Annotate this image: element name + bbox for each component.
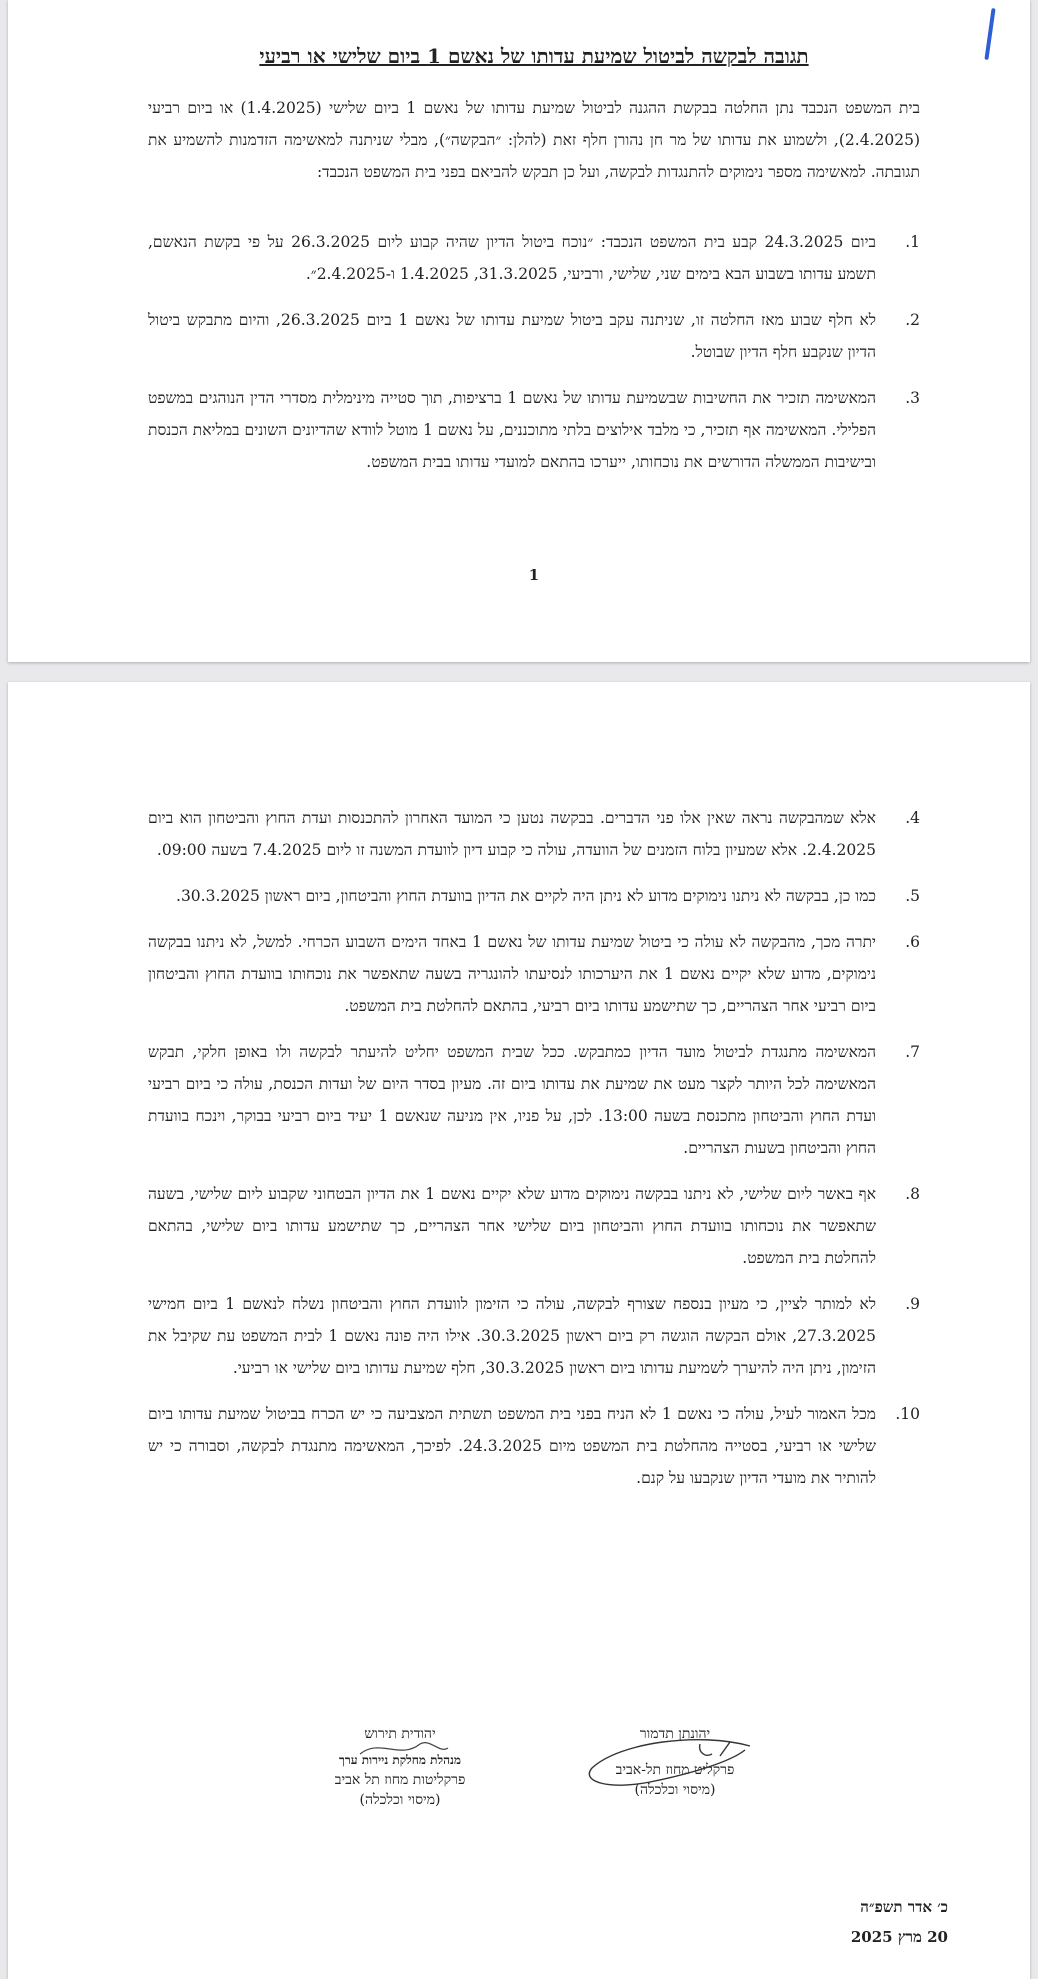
signer-name: יהודית תירוש bbox=[364, 1726, 436, 1742]
list-item bbox=[148, 1398, 920, 1494]
list-item bbox=[148, 880, 920, 912]
item-number: 4. bbox=[905, 809, 920, 827]
item-number: 8. bbox=[905, 1185, 920, 1203]
item-number: 10. bbox=[895, 1405, 920, 1423]
item-text: ביום 24.3.2025 קבע בית המשפט הנכבד: ״נוכח ביטול הדיון שהיה קבוע ליום 26.3.2025 על פי בקשת הנאשם, תשמע עדותו בשבוע הבא בימים שני, שלישי, ורביעי, 31.3.2025, 1.4.2025 ו-2.4.2025״. bbox=[148, 233, 876, 283]
signer-name: יהונתן תדמור bbox=[639, 1726, 711, 1742]
date-block bbox=[851, 1892, 948, 1952]
item-number: 6. bbox=[905, 933, 920, 951]
document-title: תגובה לבקשה לביטול שמיעת עדותו של נאשם 1 ביום שלישי או רביעי bbox=[259, 44, 809, 68]
document-page-1 bbox=[8, 0, 1030, 662]
item-text: כמו כן, בבקשה לא ניתנו נימוקים מדוע לא ניתן היה לקיים את הדיון בוועדת החוץ והביטחון, ביום ראשון 30.3.2025. bbox=[176, 887, 876, 905]
signer-office: פרקליטות מחוז תל אביב bbox=[334, 1772, 466, 1788]
item-text: יתרה מכך, מהבקשה לא עולה כי ביטול שמיעת עדותו של נאשם 1 באחד הימים השבוע הכרחי. למשל, לא ניתנו בבקשה נימוקים, מדוע שלא יקיים נאשם 1 את היערכותו לנסיעתו להונגריה בשעה שתאפשר את נוכחותו בוועדת החוץ והביטחון ביום רביעי אחר הצהריים, כך שתישמע עדותו ביום רביעי, בהתאם להחלטת בית המשפט. bbox=[148, 933, 876, 1015]
item-number: 7. bbox=[905, 1043, 920, 1061]
item-number: 3. bbox=[905, 389, 920, 407]
intro-paragraph: בית המשפט הנכבד נתן החלטה בבקשת ההגנה לביטול שמיעת עדותו של נאשם 1 ביום שלישי (1.4.2025) או ביום רביעי (2.4.2025), ולשמוע את עדותו של מר חן נהורן חלף זאת (להלן: ״הבקשה״), מבלי שניתנה למאשימה הזדמנות להשמיע את תגובתה. למאשימה מספר נימוקים להתנגדות לבקשה, ועל כן תבקש להביאם בפני בית המשפט הנכבד: bbox=[148, 99, 920, 181]
item-text: המאשימה מתנגדת לביטול מועד הדיון כמתבקש. ככל שבית המשפט יחליט להיעתר לבקשה ולו באופן חלקי, תבקש המאשימה לכל היותר לקצר מעט את שמיעת את עדותו ביום זה. מעיון בסדר היום של ועדות הכנסת, עולה כי ביום רביעי ועדת החוץ והביטחון מתכנסת בשעה 13:00. לכן, על פניו, אין מניעה שנאשם 1 יעיד ביום רביעי בבוקר, וינכח בוועדת החוץ והביטחון בשעות הצהריים. bbox=[148, 1043, 876, 1157]
list-item bbox=[148, 802, 920, 866]
hebrew-date: כ׳ אדר תשפ״ה bbox=[860, 1898, 948, 1916]
document-page-2 bbox=[8, 682, 1030, 1979]
item-text: לא חלף שבוע מאז החלטה זו, שניתנה עקב ביטול שמיעת עדותו של נאשם 1 ביום 26.3.2025, והיום מתבקש ביטול הדיון שנקבע חלף הדיון שבוטל. bbox=[148, 311, 876, 361]
item-text: אלא שמהבקשה נראה שאין אלו פני הדברים. בבקשה נטען כי המועד האחרון להתכנסות ועדת החוץ והביטחון הוא ביום 2.4.2025. אלא שמעיון בלוח הזמנים של הוועדה, עולה כי קבוע דיון לוועדת המשנה זו ליום 7.4.2025 בשעה 09:00. bbox=[148, 809, 876, 859]
list-item bbox=[148, 1178, 920, 1274]
signature-block-tadmor bbox=[580, 1724, 770, 1800]
item-text: לא למותר לציין, כי מעיון בנספח שצורף לבקשה, עולה כי הזימון לוועדת החוץ והביטחון נשלח לנאשם 1 ביום חמישי 27.3.2025, אולם הבקשה הוגשה רק ביום ראשון 30.3.2025. אילו היה פונה נאשם 1 לבית המשפט עת שקיבל את הזימון, ניתן היה להיערך לשמיעת עדותו ביום ראשון 30.3.2025, חלף שמיעת עדותו ביום שלישי או רביעי. bbox=[148, 1295, 877, 1377]
gregorian-date: 20 מרץ 2025 bbox=[850, 1928, 948, 1946]
item-text: אף באשר ליום שלישי, לא ניתנו בבקשה נימוקים מדוע שלא יקיים נאשם 1 את הדיון הבטחוני שקבוע ליום שלישי, בשעה שתאפשר את נוכחותו בוועדת החוץ והביטחון ביום שלישי אחר הצהריים, כך שתישמע עדותו ביום שלישי, בהתאם להחלטת בית המשפט. bbox=[148, 1185, 876, 1267]
signer-role: מנהלת מחלקת ניירות ערך bbox=[338, 1753, 461, 1767]
item-number: 1. bbox=[905, 233, 920, 251]
item-text: המאשימה תזכיר את החשיבות שבשמיעת עדותו של נאשם 1 ברציפות, תוך סטייה מינימלית מסדרי הדין הנוהגים במשפט הפלילי. המאשימה אף תזכיר, כי מלבד אילוצים בלתי מתוכננים, על נאשם 1 מוטל לוודא שהדיונים השונים במליאת הכנסת ובישיבות הממשלה הדורשים את נוכחותו, ייערכו בהתאם למועדי עדותו בבית המשפט. bbox=[148, 389, 876, 471]
item-number: 9. bbox=[905, 1295, 920, 1313]
list-item bbox=[148, 382, 920, 478]
items-list-page-1 bbox=[148, 226, 920, 492]
handwritten-signature-icon bbox=[580, 1732, 770, 1792]
signer-unit: (מיסוי וכלכלה) bbox=[634, 1782, 716, 1798]
list-item bbox=[148, 226, 920, 290]
page-number: 1 bbox=[528, 566, 540, 584]
signature-block-tirosh bbox=[300, 1724, 500, 1810]
list-item bbox=[148, 926, 920, 1022]
pen-mark bbox=[984, 8, 995, 60]
signer-unit: (מיסוי וכלכלה) bbox=[359, 1792, 441, 1808]
items-list-page-2 bbox=[148, 802, 920, 1508]
item-text: מכל האמור לעיל, עולה כי נאשם 1 לא הניח בפני בית המשפט תשתית המצביעה כי יש הכרח בביטול שמיעת עדותו ביום שלישי או רביעי, בסטייה מהחלטת בית המשפט מיום 24.3.2025. לפיכך, המאשימה מתנגדת לבקשה, וסבורה כי יש להותיר את מועדי הדיון שנקבעו על קנם. bbox=[148, 1405, 876, 1487]
list-item bbox=[148, 1288, 920, 1384]
list-item bbox=[148, 1036, 920, 1164]
item-number: 5. bbox=[905, 887, 920, 905]
list-item bbox=[148, 304, 920, 368]
handwritten-signature-icon bbox=[340, 1734, 460, 1764]
signer-office: פרקליט מחוז תל-אביב bbox=[615, 1762, 735, 1778]
item-number: 2. bbox=[905, 311, 920, 329]
